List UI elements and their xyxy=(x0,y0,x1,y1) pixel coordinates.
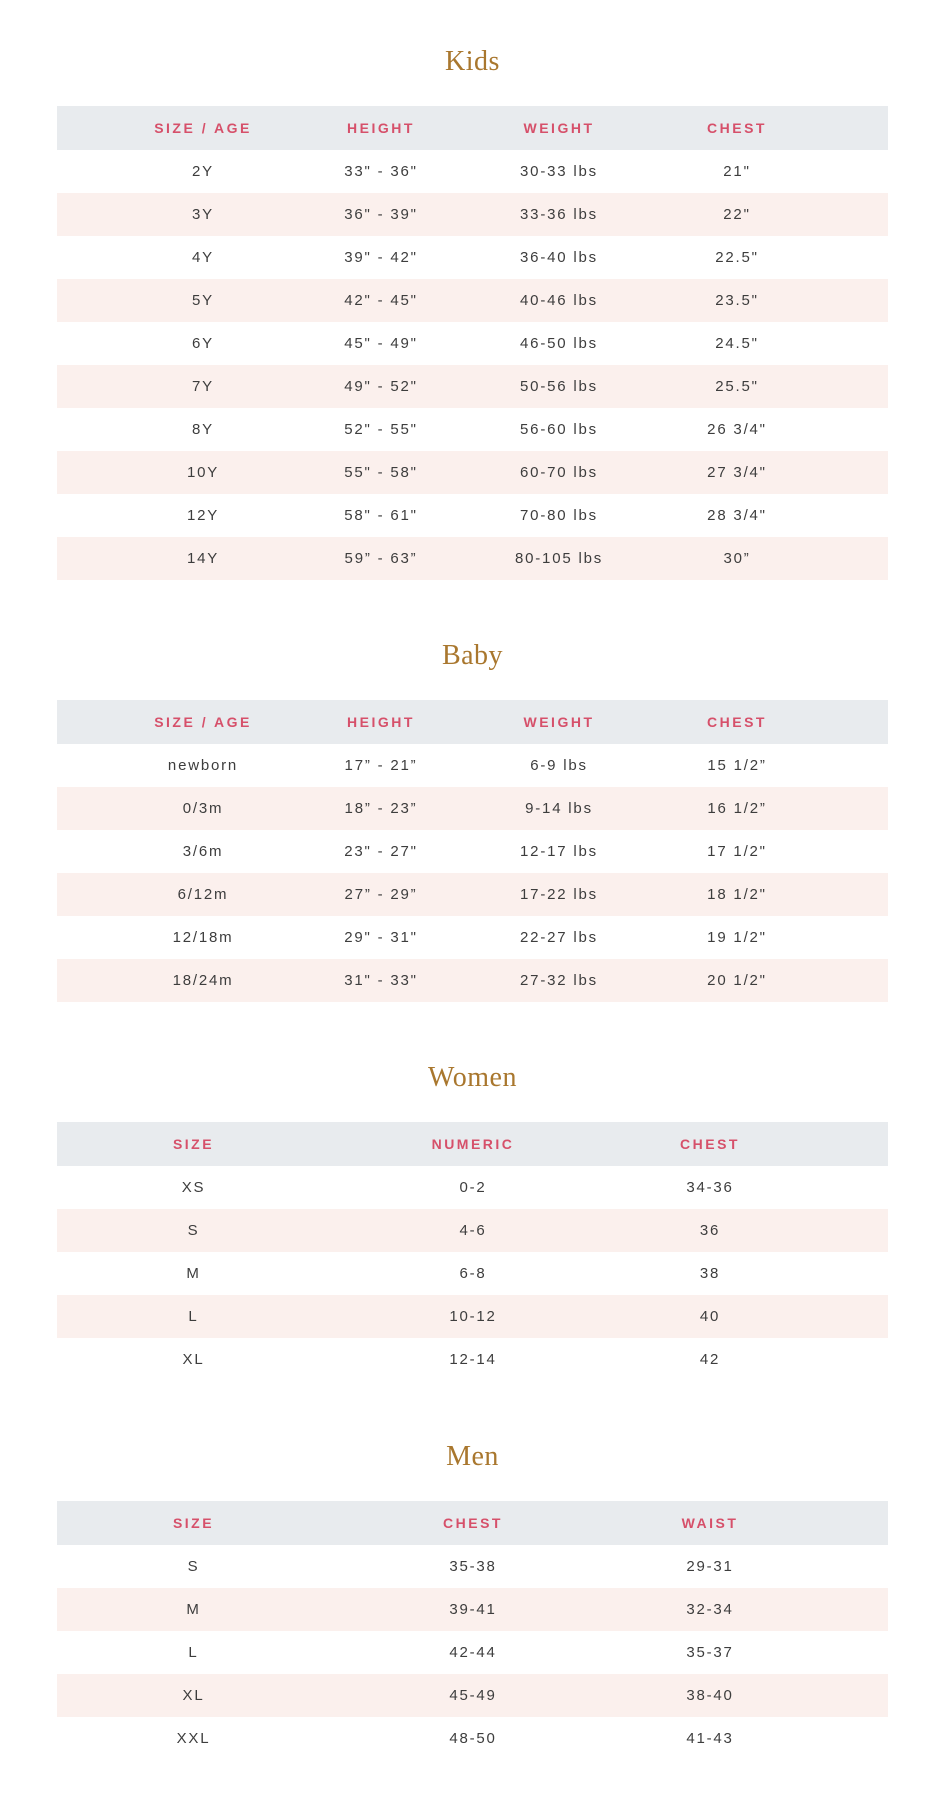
table-row xyxy=(57,1674,888,1717)
table-cell: 24.5" xyxy=(715,335,759,352)
table-cell: 35-37 xyxy=(686,1644,734,1661)
table-cell: 18” - 23” xyxy=(344,800,418,817)
table-row xyxy=(57,279,888,322)
table-row xyxy=(57,916,888,959)
table-row xyxy=(57,1166,888,1209)
table-row xyxy=(57,1252,888,1295)
table-cell: 23" - 27" xyxy=(344,843,418,860)
section-title: Women xyxy=(428,1062,517,1093)
column-header: CHEST xyxy=(443,1515,503,1531)
column-header: SIZE xyxy=(172,1136,215,1152)
column-header: SIZE / AGE xyxy=(154,120,252,136)
table-cell: 2Y xyxy=(192,163,214,180)
table-cell: 38 xyxy=(699,1265,721,1282)
size-chart-section-kids xyxy=(0,44,945,580)
table-cell: M xyxy=(186,1601,201,1618)
column-header: CHEST xyxy=(707,120,767,136)
section-title: Men xyxy=(446,1441,499,1472)
table-cell: 26 3/4" xyxy=(707,421,767,438)
table-cell: 4-6 xyxy=(459,1222,487,1239)
table-cell: L xyxy=(188,1644,199,1661)
table-cell: 48-50 xyxy=(449,1730,497,1747)
table-cell: 23.5" xyxy=(715,292,759,309)
table-row xyxy=(57,1209,888,1252)
column-header: HEIGHT xyxy=(347,714,415,730)
section-title: Kids xyxy=(445,46,500,77)
table-cell: 12/18m xyxy=(172,929,234,946)
table-cell: 40 xyxy=(699,1308,721,1325)
table-cell: 6-8 xyxy=(459,1265,487,1282)
table-row xyxy=(57,830,888,873)
table-cell: 19 1/2" xyxy=(707,929,767,946)
table-cell: newborn xyxy=(167,757,239,774)
table-cell: 21" xyxy=(723,163,751,180)
table-row xyxy=(57,873,888,916)
table-cell: 6Y xyxy=(192,335,214,352)
size-chart-section-women xyxy=(0,1060,945,1381)
table-cell: 60-70 lbs xyxy=(520,464,598,481)
table-cell: 35-38 xyxy=(449,1558,497,1575)
table-cell: 16 1/2” xyxy=(707,800,767,817)
table-cell: 36 xyxy=(699,1222,721,1239)
table-cell: XL xyxy=(182,1687,205,1704)
table-row xyxy=(57,1295,888,1338)
table-cell: 36" - 39" xyxy=(344,206,418,223)
table-cell: 8Y xyxy=(192,421,214,438)
table-cell: XL xyxy=(182,1351,205,1368)
table-cell: 41-43 xyxy=(686,1730,734,1747)
table-cell: 18/24m xyxy=(172,972,234,989)
size-table xyxy=(57,1122,888,1381)
column-header: CHEST xyxy=(707,714,767,730)
table-cell: 58" - 61" xyxy=(344,507,418,524)
section-title: Baby xyxy=(441,640,504,671)
table-cell: 56-60 lbs xyxy=(520,421,598,438)
table-cell: 42 xyxy=(699,1351,721,1368)
table-cell: 0-2 xyxy=(459,1179,487,1196)
table-cell: 40-46 lbs xyxy=(520,292,598,309)
column-header: WAIST xyxy=(681,1515,739,1531)
size-table xyxy=(57,1501,888,1760)
table-cell: 6/12m xyxy=(177,886,229,903)
column-header: WEIGHT xyxy=(523,714,595,730)
column-header: CHEST xyxy=(680,1136,740,1152)
table-cell: 12-14 xyxy=(449,1351,497,1368)
table-cell: 29" - 31" xyxy=(344,929,418,946)
table-row xyxy=(57,787,888,830)
table-cell: 25.5" xyxy=(715,378,759,395)
table-cell: M xyxy=(186,1265,201,1282)
table-cell: 15 1/2” xyxy=(707,757,767,774)
table-cell: 52" - 55" xyxy=(344,421,418,438)
table-row xyxy=(57,408,888,451)
table-cell: 18 1/2" xyxy=(707,886,767,903)
table-header-row xyxy=(57,1122,888,1166)
size-table xyxy=(57,106,888,580)
table-cell: 36-40 lbs xyxy=(520,249,598,266)
table-cell: 45" - 49" xyxy=(344,335,418,352)
table-row xyxy=(57,959,888,1002)
table-cell: 38-40 xyxy=(686,1687,734,1704)
table-cell: 27-32 lbs xyxy=(520,972,598,989)
column-header: NUMERIC xyxy=(431,1136,515,1152)
table-row xyxy=(57,193,888,236)
table-row xyxy=(57,1588,888,1631)
table-cell: 28 3/4" xyxy=(707,507,767,524)
table-row xyxy=(57,1545,888,1588)
table-cell: 27 3/4" xyxy=(707,464,767,481)
size-table xyxy=(57,700,888,1002)
table-cell: 80-105 lbs xyxy=(514,550,604,567)
table-row xyxy=(57,744,888,787)
table-cell: 22-27 lbs xyxy=(520,929,598,946)
table-row xyxy=(57,150,888,193)
table-header-row xyxy=(57,1501,888,1545)
table-cell: 70-80 lbs xyxy=(520,507,598,524)
table-row xyxy=(57,1338,888,1381)
table-row xyxy=(57,365,888,408)
table-cell: 17-22 lbs xyxy=(520,886,598,903)
table-cell: 3Y xyxy=(192,206,214,223)
table-header-row xyxy=(57,106,888,150)
table-cell: XXL xyxy=(176,1730,211,1747)
table-cell: 27” - 29” xyxy=(344,886,418,903)
table-cell: 5Y xyxy=(192,292,214,309)
table-cell: 10-12 xyxy=(449,1308,497,1325)
table-cell: 42-44 xyxy=(449,1644,497,1661)
table-cell: 4Y xyxy=(192,249,214,266)
table-cell: 59” - 63” xyxy=(344,550,418,567)
table-cell: 3/6m xyxy=(182,843,224,860)
column-header: SIZE xyxy=(172,1515,215,1531)
table-cell: 29-31 xyxy=(686,1558,734,1575)
table-cell: 14Y xyxy=(186,550,220,567)
table-cell: 20 1/2" xyxy=(707,972,767,989)
table-cell: L xyxy=(188,1308,199,1325)
table-row xyxy=(57,537,888,580)
table-cell: 33-36 lbs xyxy=(520,206,598,223)
table-cell: 31" - 33" xyxy=(344,972,418,989)
table-cell: 22" xyxy=(723,206,751,223)
table-cell: 6-9 lbs xyxy=(530,757,588,774)
table-row xyxy=(57,1717,888,1760)
table-cell: 39-41 xyxy=(449,1601,497,1618)
table-cell: 17” - 21” xyxy=(344,757,418,774)
table-cell: 9-14 lbs xyxy=(525,800,593,817)
table-cell: 42" - 45" xyxy=(344,292,418,309)
column-header: WEIGHT xyxy=(523,120,595,136)
table-cell: 49" - 52" xyxy=(344,378,418,395)
table-cell: 17 1/2" xyxy=(707,843,767,860)
table-row xyxy=(57,1631,888,1674)
table-cell: XS xyxy=(181,1179,206,1196)
table-header-row xyxy=(57,700,888,744)
size-chart-section-baby xyxy=(0,638,945,1002)
table-row xyxy=(57,236,888,279)
table-row xyxy=(57,451,888,494)
table-cell: 30-33 lbs xyxy=(520,163,598,180)
size-chart-section-men xyxy=(0,1439,945,1760)
table-cell: 12-17 lbs xyxy=(520,843,598,860)
table-cell: 10Y xyxy=(186,464,220,481)
table-cell: 33" - 36" xyxy=(344,163,418,180)
table-cell: 55" - 58" xyxy=(344,464,418,481)
table-cell: 22.5" xyxy=(715,249,759,266)
table-cell: 45-49 xyxy=(449,1687,497,1704)
table-cell: 0/3m xyxy=(182,800,224,817)
table-cell: 46-50 lbs xyxy=(520,335,598,352)
table-cell: 39" - 42" xyxy=(344,249,418,266)
table-cell: 34-36 xyxy=(686,1179,734,1196)
table-cell: 32-34 xyxy=(686,1601,734,1618)
table-cell: 30” xyxy=(723,550,751,567)
column-header: SIZE / AGE xyxy=(154,714,252,730)
table-cell: 50-56 lbs xyxy=(520,378,598,395)
table-cell: S xyxy=(187,1222,200,1239)
column-header: HEIGHT xyxy=(347,120,415,136)
table-row xyxy=(57,494,888,537)
table-row xyxy=(57,322,888,365)
table-cell: 7Y xyxy=(192,378,214,395)
table-cell: S xyxy=(187,1558,200,1575)
table-cell: 12Y xyxy=(186,507,220,524)
